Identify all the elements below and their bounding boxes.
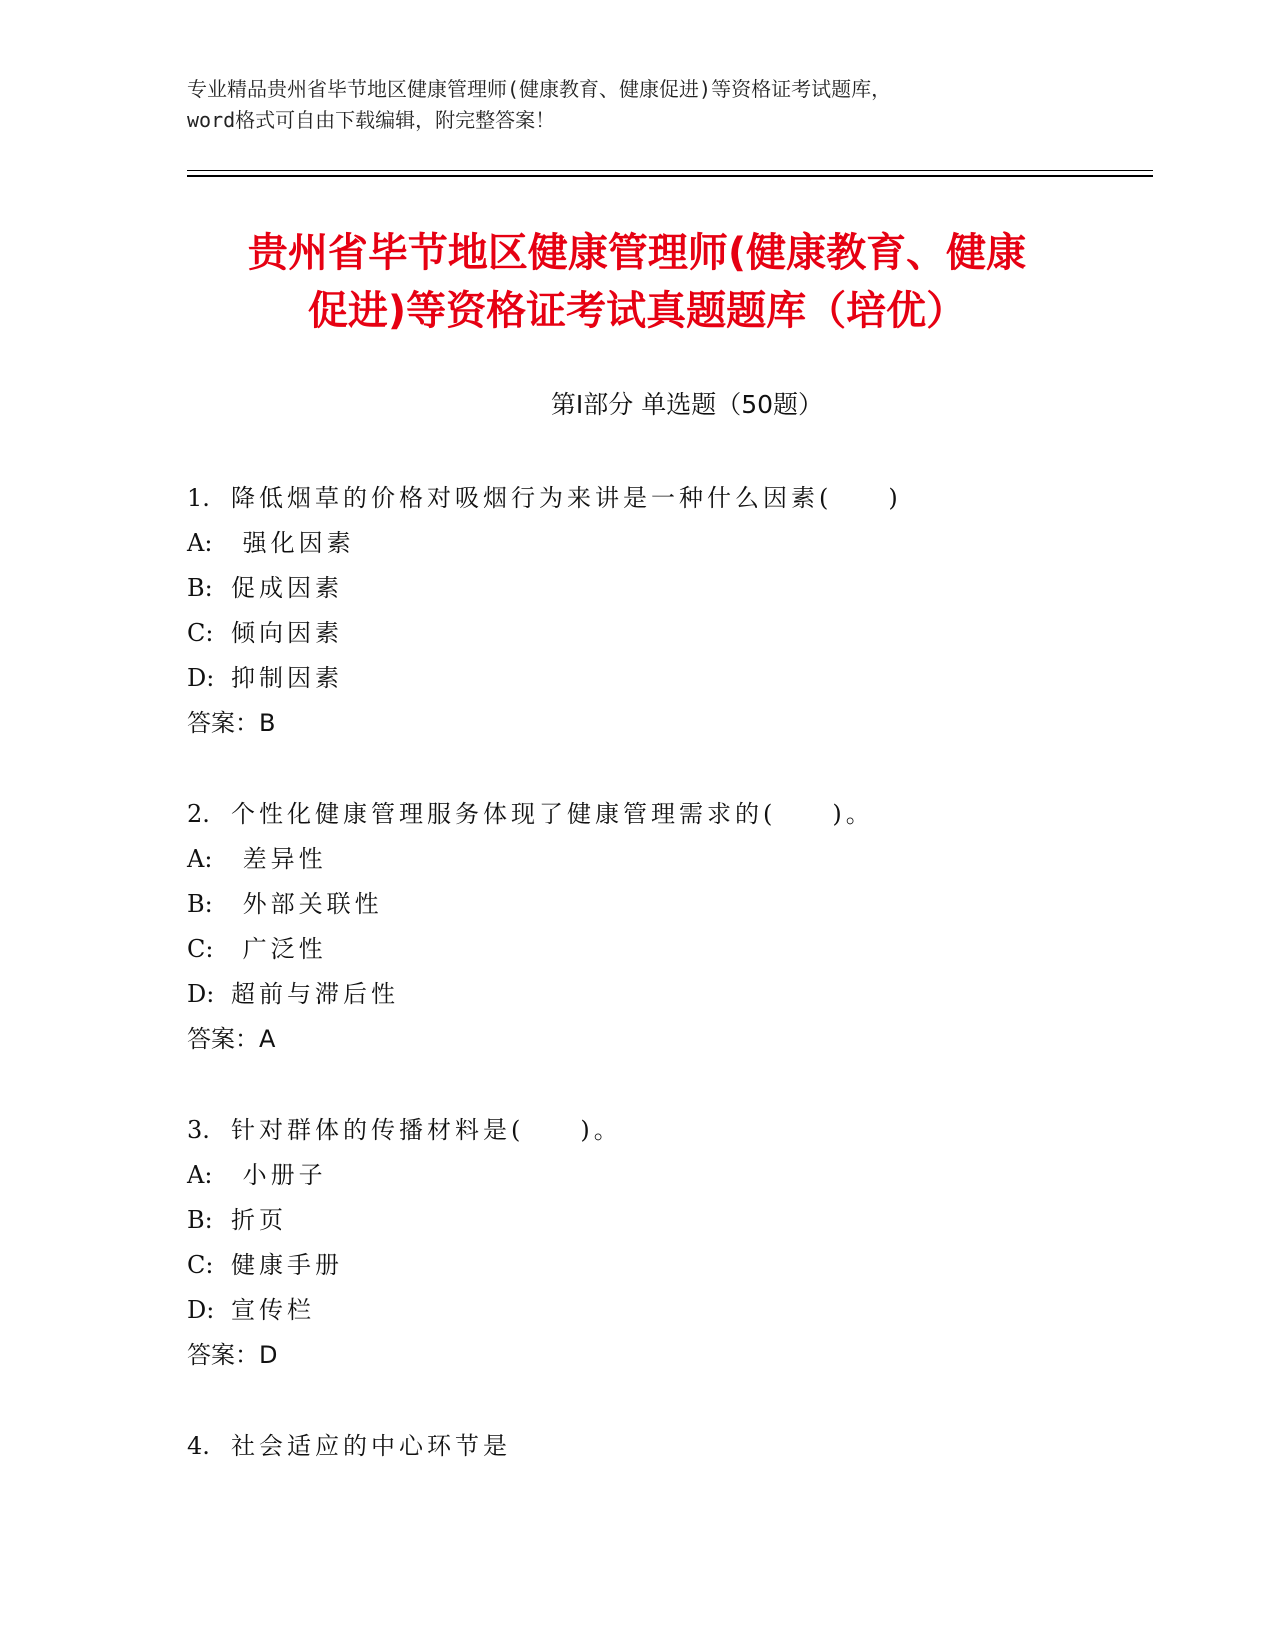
option-text: 宣传栏 [231,1296,315,1324]
option-text: 折页 [231,1206,287,1234]
option-letter: C: [187,1251,214,1279]
option-letter: D: [187,1296,215,1324]
option-letter: A: [187,529,213,557]
answer-line: 答案：D [187,1341,278,1369]
option-b [187,1198,1147,1243]
question-stem [187,476,1147,521]
option-a [187,1153,1147,1198]
question-text: 社会适应的中心环节是 [231,1432,511,1460]
header-note-line-1: 专业精品贵州省毕节地区健康管理师(健康教育、健康促进)等资格证考试题库， [187,77,892,101]
question-stem [187,792,1147,837]
option-letter: B: [187,890,213,918]
section-heading: 第Ⅰ部分 单选题（50题） [550,390,824,419]
question-1 [187,476,1147,746]
question-number: 2. [187,800,210,828]
option-c [187,611,1147,656]
question-number: 4. [187,1432,210,1460]
option-text: 差异性 [231,845,327,873]
option-a [187,521,1147,566]
option-d [187,972,1147,1017]
option-b [187,882,1147,927]
question-2 [187,792,1147,1062]
question-text: 降低烟草的价格对吸烟行为来讲是一种什么因素( ) [231,484,902,512]
option-letter: A: [187,1161,213,1189]
option-text: 外部关联性 [231,890,383,918]
option-letter: B: [187,1206,213,1234]
question-4 [187,1424,1147,1469]
header-divider-thick [187,175,1153,177]
header-note [187,74,1087,136]
question-stem [187,1424,1147,1469]
option-a [187,837,1147,882]
document-title-line-1: 贵州省毕节地区健康管理师(健康教育、健康 [247,230,1027,276]
document-title [187,224,1087,340]
question-number: 3. [187,1116,210,1144]
option-text: 广泛性 [231,935,327,963]
question-text: 个性化健康管理服务体现了健康管理需求的( )。 [231,800,874,828]
option-letter: C: [187,619,214,647]
option-c [187,1243,1147,1288]
option-letter: D: [187,980,215,1008]
question-stem [187,1108,1147,1153]
answer-line: 答案：A [187,1025,276,1053]
option-text: 健康手册 [231,1251,343,1279]
answer-line: 答案：B [187,709,276,737]
question-3 [187,1108,1147,1378]
option-c [187,927,1147,972]
option-d [187,1288,1147,1333]
question-text: 针对群体的传播材料是( )。 [231,1116,622,1144]
header-note-line-2: word格式可自由下载编辑，附完整答案！ [187,108,556,132]
option-text: 促成因素 [231,574,343,602]
option-text: 强化因素 [231,529,355,557]
document-title-line-2: 促进)等资格证考试真题题库（培优） [307,288,967,334]
option-text: 超前与滞后性 [231,980,399,1008]
option-letter: A: [187,845,213,873]
option-text: 小册子 [231,1161,327,1189]
option-b [187,566,1147,611]
option-d [187,656,1147,701]
option-letter: C: [187,935,214,963]
header-divider-thin [187,170,1153,171]
option-letter: B: [187,574,213,602]
question-list [187,476,1147,1515]
option-text: 倾向因素 [231,619,343,647]
option-letter: D: [187,664,215,692]
question-number: 1. [187,484,210,512]
option-text: 抑制因素 [231,664,343,692]
